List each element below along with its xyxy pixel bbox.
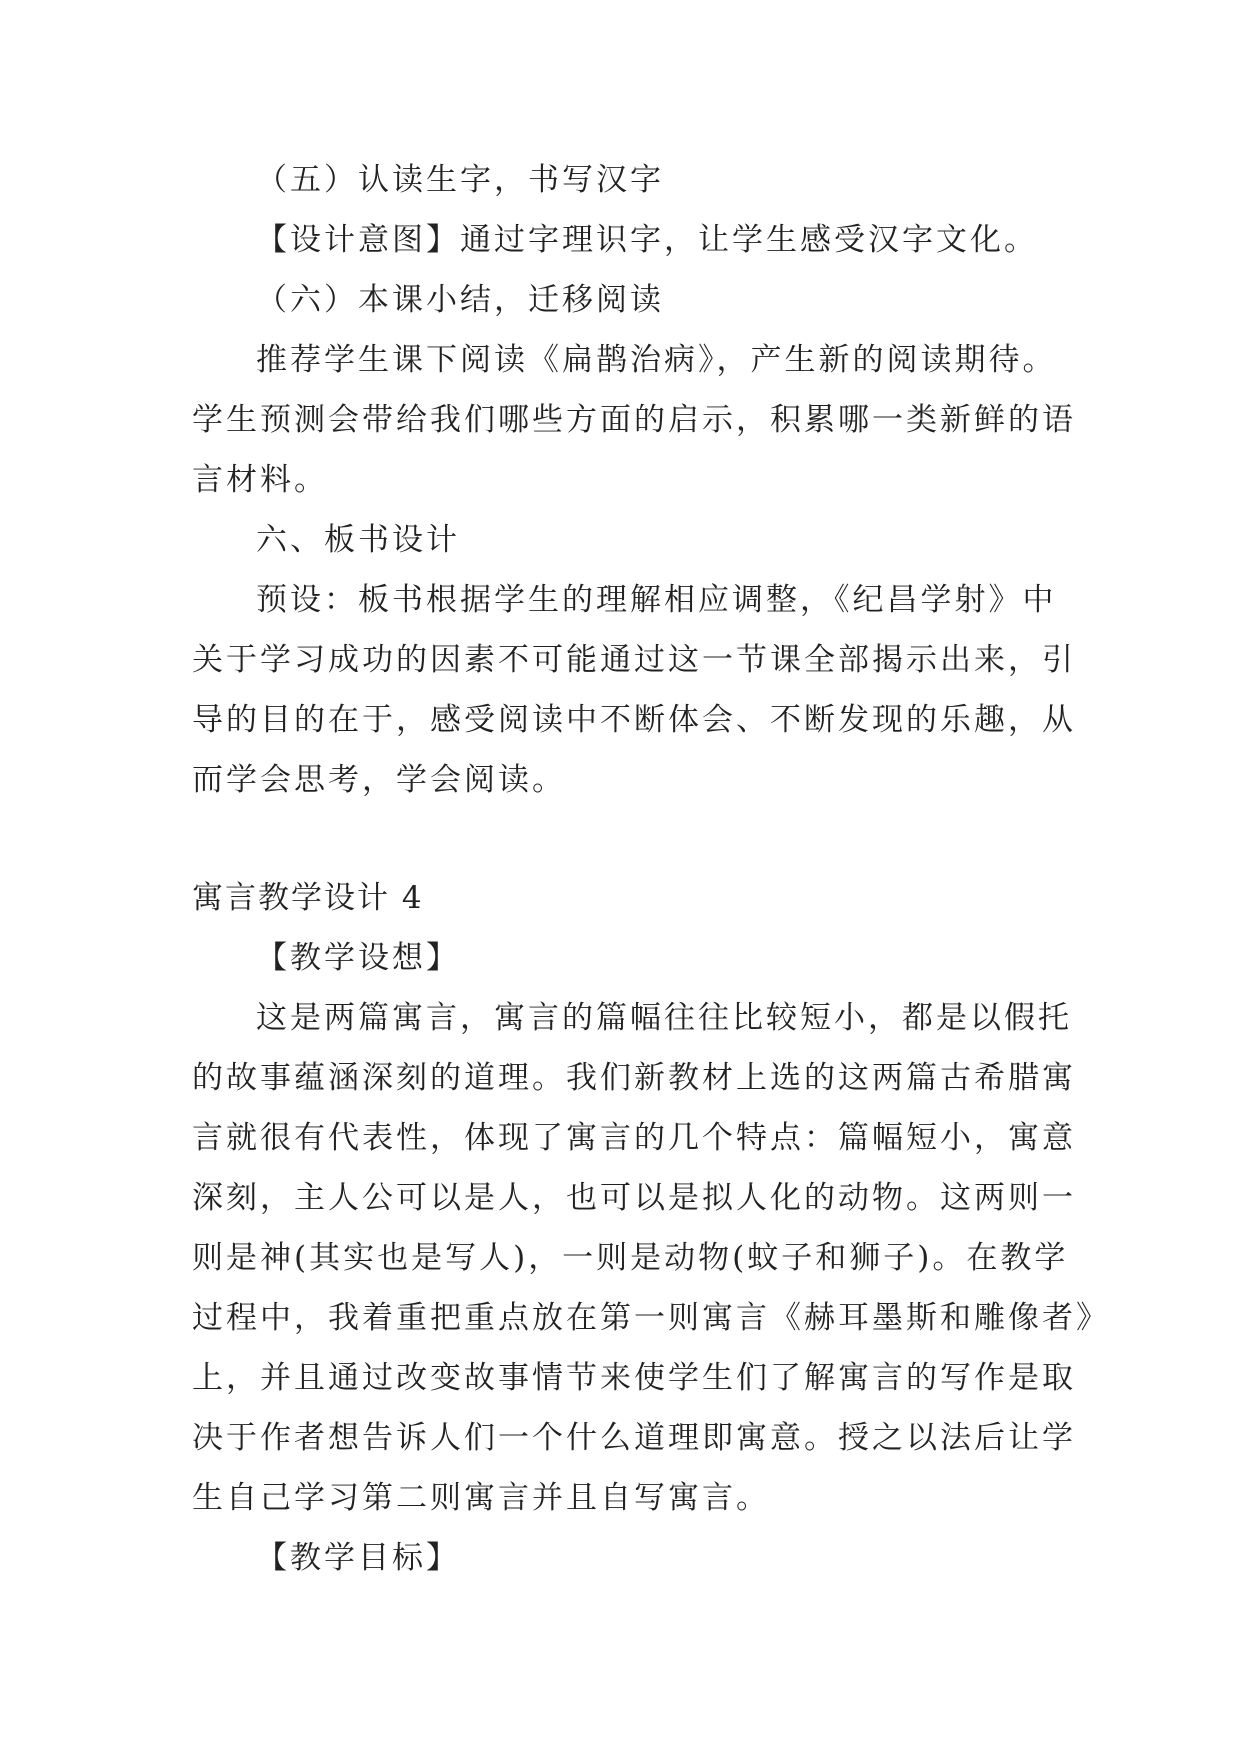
- paragraph-line: 深刻，主人公可以是人，也可以是拟人化的动物。这两则一: [192, 1180, 1076, 1216]
- section-gap: [192, 810, 1052, 868]
- paragraph-line: 推荐学生课下阅读《扁鹊治病》，产生新的阅读期待。: [256, 342, 1057, 378]
- subheading-teaching-idea: 【教学设想】: [256, 940, 460, 976]
- subheading-teaching-goals: 【教学目标】: [256, 1540, 460, 1576]
- paragraph-line: 言材料。: [192, 462, 328, 498]
- paragraph-line: 关于学习成功的因素不可能通过这一节课全部揭示出来，引: [192, 642, 1076, 678]
- document-section-title: 寓言教学设计 4: [192, 880, 424, 916]
- paragraph-line: 学生预测会带给我们哪些方面的启示，积累哪一类新鲜的语: [192, 402, 1076, 438]
- design-intent: 【设计意图】通过字理识字，让学生感受汉字文化。: [256, 222, 1038, 258]
- subheading-5: （五）认读生字，书写汉字: [256, 162, 664, 198]
- paragraph-line: 这是两篇寓言，寓言的篇幅往往比较短小，都是以假托: [256, 1000, 1072, 1036]
- paragraph-line: 则是神(其实也是写人)，一则是动物(蚊子和狮子)。在教学: [192, 1240, 1069, 1276]
- paragraph-line: 上，并且通过改变故事情节来使学生们了解寓言的写作是取: [192, 1360, 1076, 1396]
- section-heading-blackboard: 六、板书设计: [256, 522, 460, 558]
- paragraph-line: 而学会思考，学会阅读。: [192, 762, 566, 798]
- subheading-6: （六）本课小结，迁移阅读: [256, 282, 664, 318]
- document-page: [192, 150, 1110, 1588]
- paragraph-line: 决于作者想告诉人们一个什么道理即寓意。授之以法后让学: [192, 1420, 1076, 1456]
- paragraph-line: 言就很有代表性，体现了寓言的几个特点：篇幅短小，寓意: [192, 1120, 1076, 1156]
- paragraph-line: 生自己学习第二则寓言并且自写寓言。: [192, 1480, 770, 1516]
- paragraph-line: 预设：板书根据学生的理解相应调整，《纪昌学射》中: [256, 582, 1057, 618]
- paragraph-line: 导的目的在于，感受阅读中不断体会、不断发现的乐趣，从: [192, 702, 1076, 738]
- paragraph-line: 过程中，我着重把重点放在第一则寓言《赫耳墨斯和雕像者》: [192, 1300, 1110, 1336]
- paragraph-line: 的故事蕴涵深刻的道理。我们新教材上选的这两篇古希腊寓: [192, 1060, 1076, 1096]
